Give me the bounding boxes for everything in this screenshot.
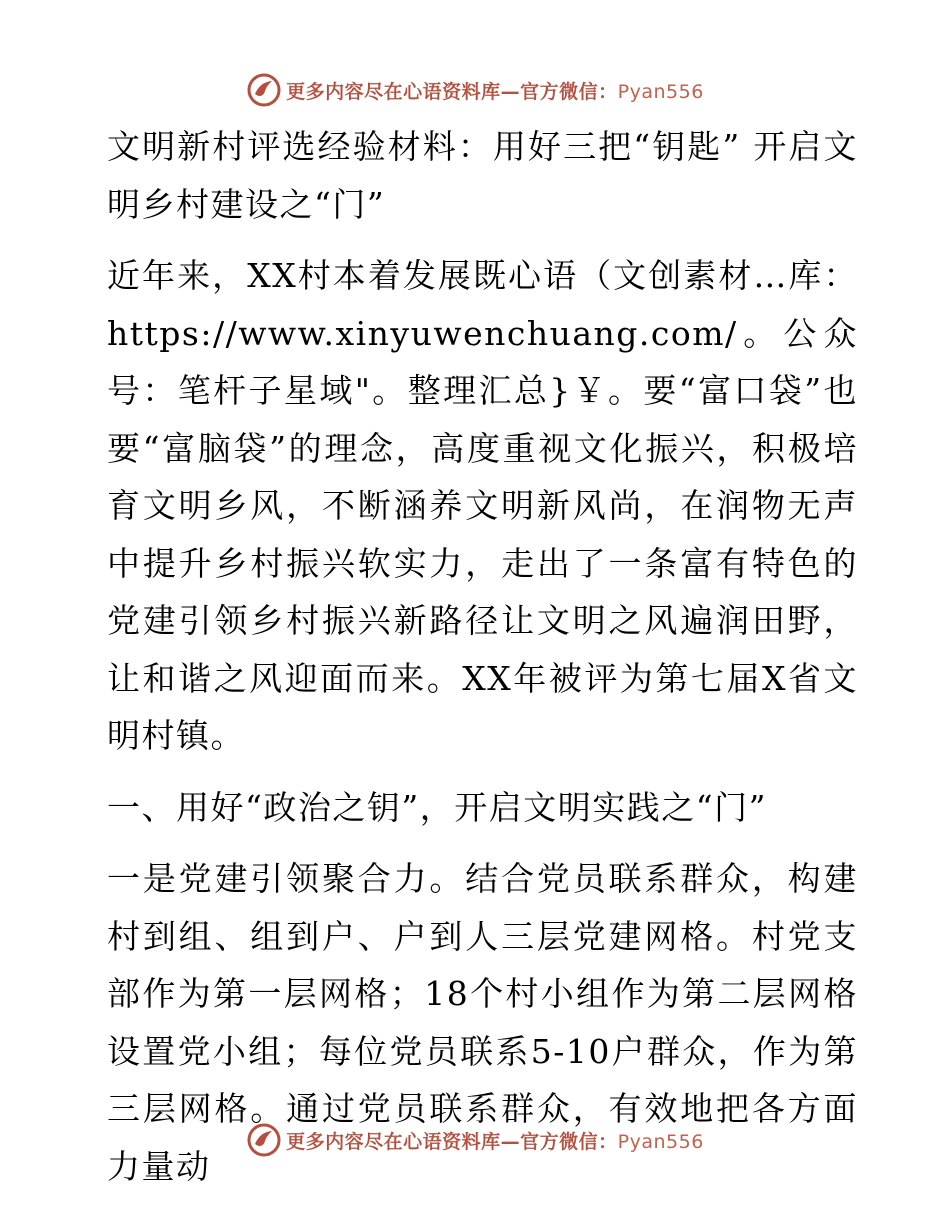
section-paragraph: 一是党建引领聚合力。结合党员联系群众，构建村到组、组到户、户到人三层党建网格。村党支部作为第一层网格；18个村小组作为第二层网格设置党小组；每位党员联系5-10户群众，作为第三层网格。通过党员联系群众，有效地把各方面力量动 [107,859,858,1186]
article-title: 文明新村评选经验材料：用好三把“钥匙” 开启文明乡村建设之“门” [107,127,858,224]
banner-text: 更多内容尽在心语资料库—官方微信： [286,80,618,103]
banner-wechat-id: Pyan556 [617,80,704,103]
banner-text: 更多内容尽在心语资料库—官方微信： [286,1130,618,1153]
logo-icon [246,1122,282,1158]
logo-icon [246,72,282,108]
intro-paragraph: 近年来，XX村本着发展既心语（文创素材…库：https://www.xinyuwenchuang.com/。公众号：笔杆子星域"。整理汇总}￥。要“富口袋”也要“富脑袋”的理念，高度重视文化振兴，积极培育文明乡风，不断涵养文明新风尚，在润物无声中提升乡村振兴软实力，走出了一条富有特色的党建引领乡村振兴新路径让文明之风遍润田野，让和谐之风迎面而来。XX年被评为第七届X省文明村镇。 [107,256,858,755]
article-body [98,118,858,1195]
section-heading: 一、用好“政治之钥”，开启文明实践之“门” [107,787,767,827]
header-banner [0,70,950,110]
banner-wechat-id: Pyan556 [617,1130,704,1153]
footer-banner [0,1120,950,1160]
